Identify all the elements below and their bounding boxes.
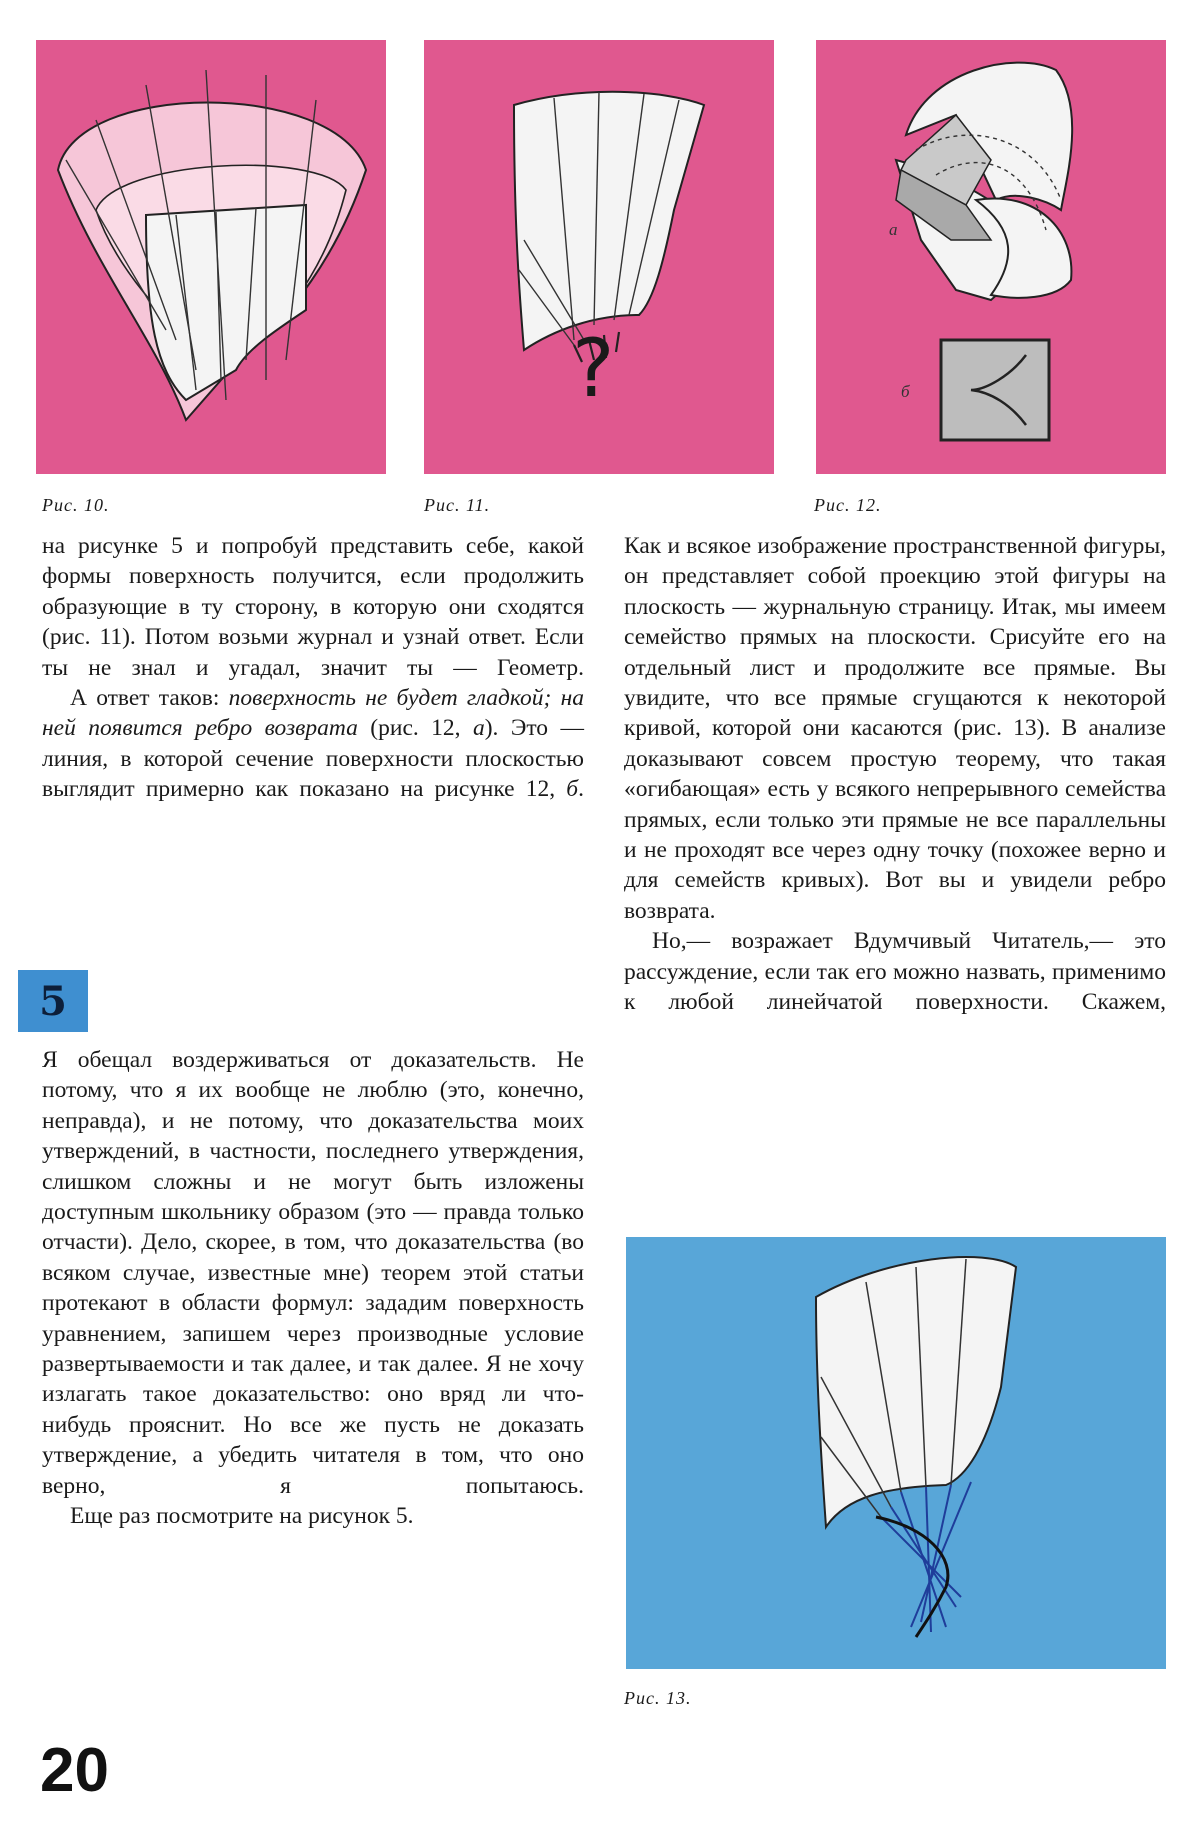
left-paragraph-1: на рисунке 5 и попробуй представить себе, какой формы поверхность получится, если продолжить образующие в ту сторону, в которую они сходятся (рис. 11). Потом возьми журнал и узнай ответ. Если ты не знал и угадал, значит ты — Геометр. xyxy=(42,533,584,681)
left-paragraph-2: А ответ таков: поверхность не будет гладкой; на ней появится ребро возврата (рис. 12, а). Это — линия, в которой сечение поверхности плоскостью выглядит примерно как показано на рисунке 12, б. xyxy=(42,685,584,803)
left-paragraph-4: Еще раз посмотрите на рисунок 5. xyxy=(70,1503,414,1530)
question-mark: ? xyxy=(572,322,615,415)
label-b: б xyxy=(901,382,910,401)
figure-10-drawing xyxy=(36,40,386,474)
figure-12-caption: Рис. 12. xyxy=(814,495,882,515)
section-number-badge: 5 xyxy=(18,970,88,1032)
figure-13 xyxy=(626,1237,1166,1669)
right-paragraph-2: Но,— возражает Вдумчивый Читатель,— это рассуждение, если так его можно назвать, применимо к любой линейчатой поверхности. Скажем, xyxy=(624,928,1166,1016)
left-column-bottom xyxy=(42,1045,584,1532)
figure-13-drawing xyxy=(626,1237,1166,1669)
figure-13-caption: Рис. 13. xyxy=(624,1688,692,1708)
figure-11 xyxy=(424,40,774,474)
figure-11-caption: Рис. 11. xyxy=(424,495,491,515)
page-number: 20 xyxy=(40,1736,109,1805)
figure-10 xyxy=(36,40,386,474)
figure-12 xyxy=(816,40,1166,474)
figure-10-caption: Рис. 10. xyxy=(42,495,110,515)
label-a: а xyxy=(889,220,898,239)
right-column xyxy=(624,531,1166,1018)
right-paragraph-1: Как и всякое изображение пространственной фигуры, он представляет собой проекцию этой фигуры на плоскость — журнальную страницу. Итак, мы имеем семейство прямых на плоскости. Срисуйте его на отдельный лист и продолжите все прямые. Вы увидите, что все прямые сгущаются к некоторой кривой, которой они касаются (рис. 13). В анализе доказывают совсем простую теорему, что такая «огибающая» есть у всякого непрерывного семейства прямых, если только эти прямые не все параллельны и не проходят все через одну точку (похожее верно и для семейств кривых). Вот вы и увидели ребро возврата. xyxy=(624,533,1166,924)
left-column-top xyxy=(42,531,584,805)
left-paragraph-3: Я обещал воздерживаться от доказательств. Не потому, что я их вообще не люблю (это, конечно, неправда), и не потому, что доказательства моих утверждений, в частности, последнего утверждения, слишком сложны и не могут быть изложены доступным школьнику образом (это — правда только отчасти). Дело, скорее, в том, что доказательства (во всяком случае, известные мне) теорем этой статьи протекают в области формул: зададим поверхность уравнением, запишем через производные условие развертываемости и так далее, и так далее. Я не хочу излагать такое доказательство: оно вряд ли что-нибудь прояснит. Но все же пусть не доказать утверждение, а убедить читателя в том, что оно верно, я попытаюсь. xyxy=(42,1047,584,1499)
figure-12-drawing xyxy=(816,40,1166,474)
